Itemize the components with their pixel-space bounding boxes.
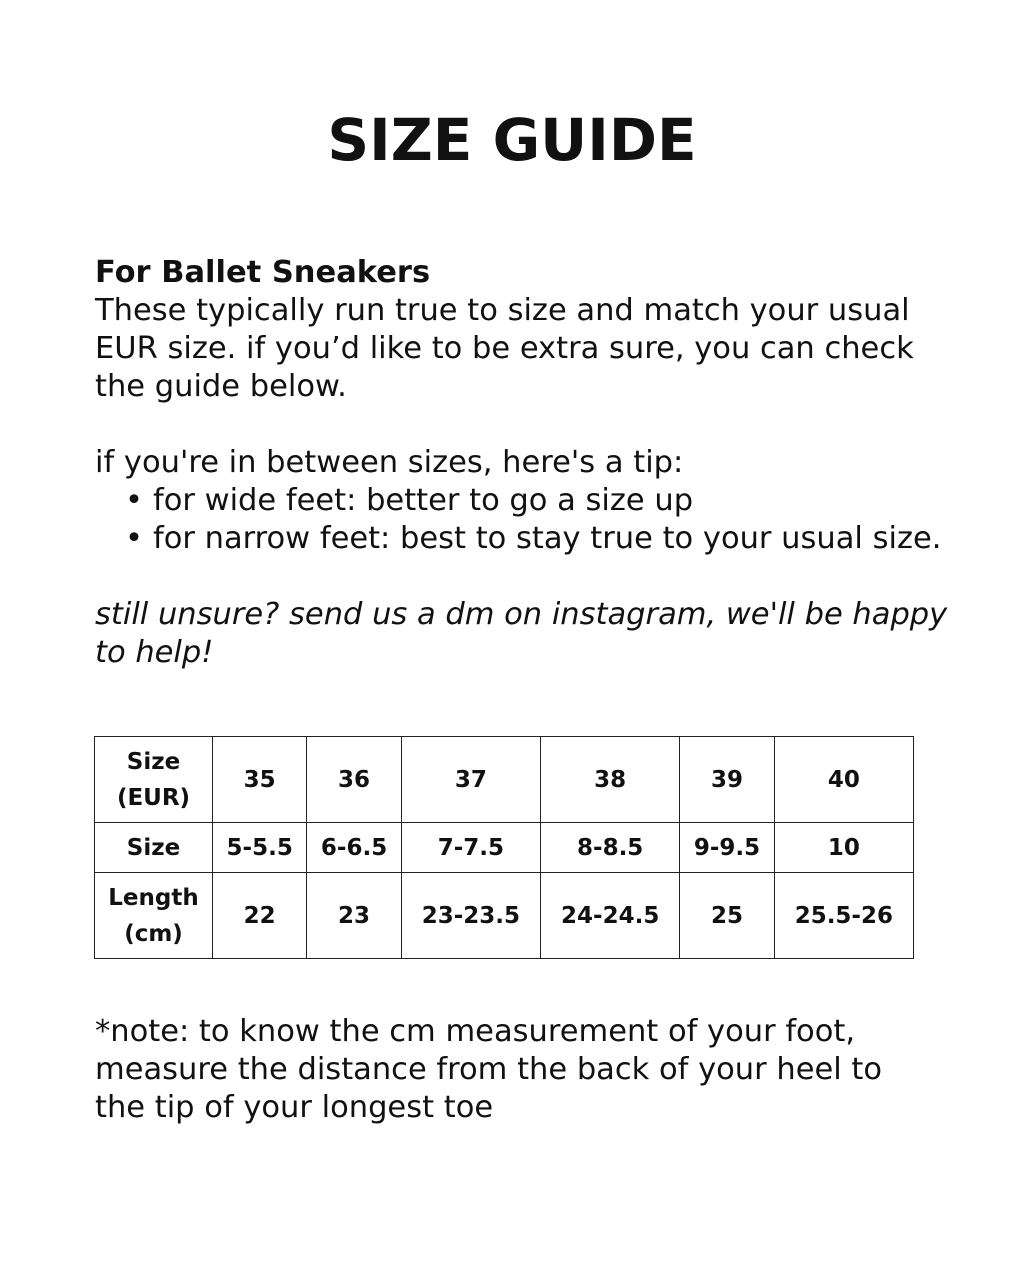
note-line-2: measure the distance from the back of your heel to <box>95 1052 883 1087</box>
table-row-size <box>95 823 914 873</box>
section-heading: For Ballet Sneakers <box>95 255 431 290</box>
table-cell: 9-9.5 <box>680 823 774 873</box>
row-header-line-2: (cm) <box>124 920 183 947</box>
row-header-length <box>95 873 213 959</box>
size-table <box>94 736 914 959</box>
row-header-line-1: Size <box>126 834 181 861</box>
table-cell: 8-8.5 <box>541 823 680 873</box>
spacer <box>95 406 955 444</box>
intro-line-2: EUR size. if you’d like to be extra sure, you can check <box>95 331 914 366</box>
row-header-eur <box>95 737 213 823</box>
tips-list <box>95 482 955 558</box>
list-item <box>123 482 955 520</box>
row-header-line-2: (EUR) <box>116 784 191 811</box>
bullet-icon: • <box>125 483 143 518</box>
tip-text-wide-feet: for wide feet: better to go a size up <box>153 483 694 518</box>
tips-lead: if you're in between sizes, here's a tip: <box>95 445 684 480</box>
table-cell: 35 <box>213 737 307 823</box>
spacer <box>95 558 955 596</box>
table-cell: 38 <box>541 737 680 823</box>
table-cell: 7-7.5 <box>401 823 540 873</box>
table-cell: 10 <box>774 823 913 873</box>
table-cell: 40 <box>774 737 913 823</box>
table-cell: 23-23.5 <box>401 873 540 959</box>
unsure-line-1: still unsure? send us a dm on instagram, we'll be happy <box>95 597 948 632</box>
intro-line-1: These typically run true to size and match your usual <box>95 293 910 328</box>
note-line-3: the tip of your longest toe <box>95 1090 494 1125</box>
note-line-1: *note: to know the cm measurement of your foot, <box>95 1014 856 1049</box>
table-cell: 25.5-26 <box>774 873 913 959</box>
row-header-size <box>95 823 213 873</box>
tip-text-narrow-feet: for narrow feet: best to stay true to your usual size. <box>153 521 942 556</box>
table-cell: 22 <box>213 873 307 959</box>
row-header-line-1: Length <box>108 884 199 911</box>
table-cell: 25 <box>680 873 774 959</box>
intro-line-3: the guide below. <box>95 369 347 404</box>
table-row-length <box>95 873 914 959</box>
table-cell: 24-24.5 <box>541 873 680 959</box>
row-header-line-1: Size <box>126 748 181 775</box>
table-cell: 5-5.5 <box>213 823 307 873</box>
table-cell: 37 <box>401 737 540 823</box>
unsure-line-2: to help! <box>95 635 214 670</box>
bullet-icon: • <box>125 521 143 556</box>
table-cell: 39 <box>680 737 774 823</box>
intro-section <box>95 254 955 672</box>
table-cell: 23 <box>307 873 401 959</box>
table-cell: 36 <box>307 737 401 823</box>
measurement-note <box>95 1013 955 1127</box>
table-row-eur <box>95 737 914 823</box>
page-title: SIZE GUIDE <box>327 106 697 174</box>
table-cell: 6-6.5 <box>307 823 401 873</box>
list-item <box>123 520 955 558</box>
